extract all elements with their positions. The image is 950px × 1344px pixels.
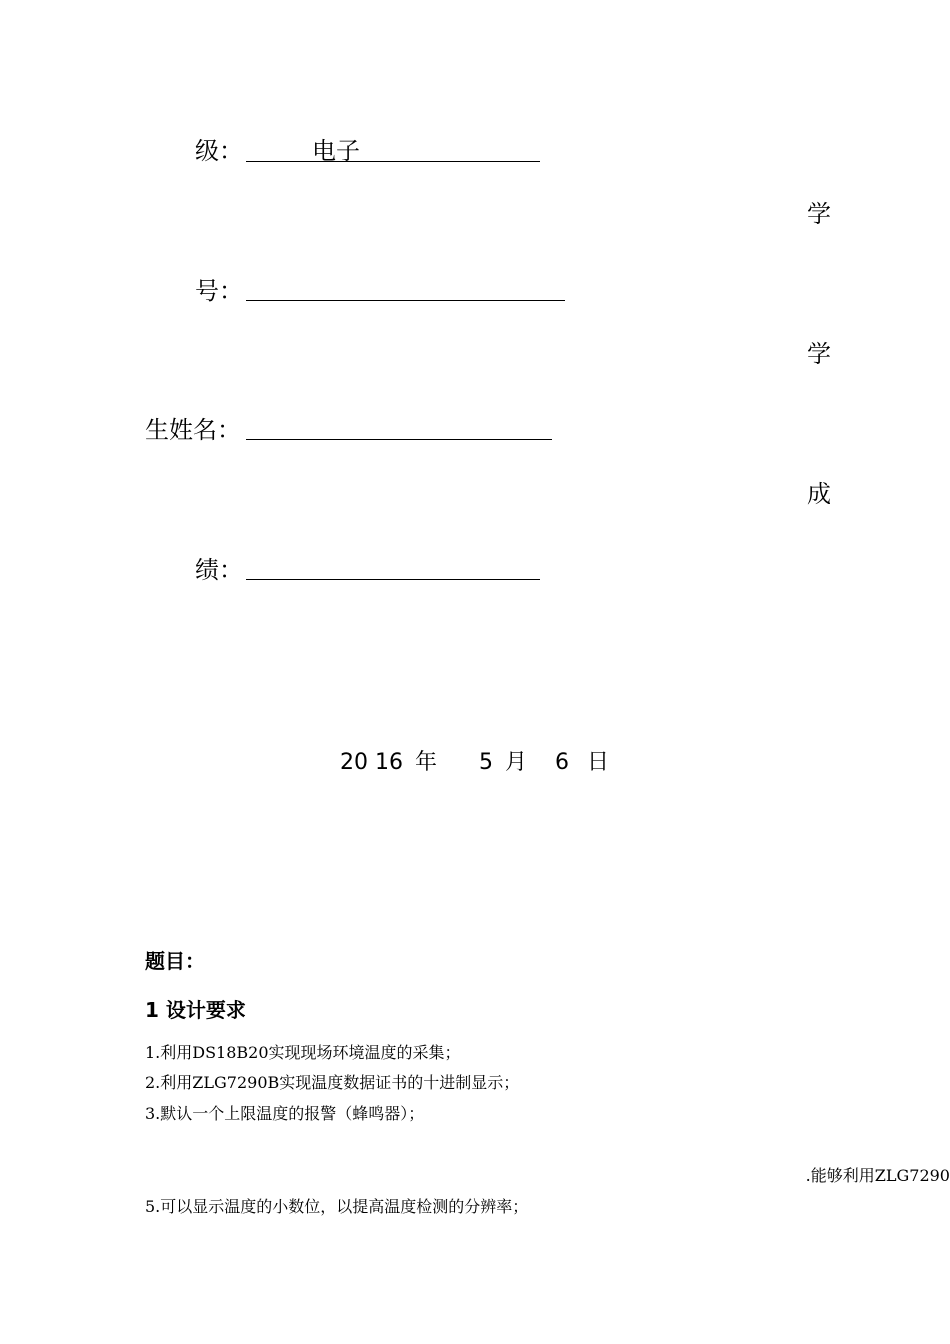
- class-label: 级：: [195, 137, 243, 165]
- requirement-2: 2.利用ZLG7290B实现温度数据证书的十进制显示；: [145, 1073, 520, 1092]
- name-prefix: 学: [807, 340, 831, 368]
- date-month-unit: 月: [505, 750, 528, 775]
- student-id-underline: [246, 300, 565, 301]
- date-day-unit: 日: [587, 750, 610, 775]
- requirement-1: 1.利用DS18B20实现现场环境温度的采集；: [145, 1043, 461, 1062]
- requirement-5: 5.可以显示温度的小数位，以提高温度检测的分辨率；: [145, 1197, 529, 1216]
- student-id-prefix: 学: [807, 200, 831, 228]
- date-year: 20 16: [340, 750, 403, 775]
- class-underline: [246, 161, 540, 162]
- name-underline: [246, 439, 552, 440]
- grade-prefix: 成: [807, 480, 831, 508]
- class-value: 电子: [312, 137, 360, 165]
- topic-label: 题目：: [145, 949, 205, 973]
- student-id-label: 号：: [195, 277, 243, 305]
- requirement-4: .能够利用ZLG7290: [805, 1166, 950, 1185]
- name-label: 生姓名：: [145, 416, 241, 444]
- date-month: 5: [479, 750, 493, 775]
- date-day: 6: [555, 750, 569, 775]
- date-year-unit: 年: [415, 750, 438, 775]
- requirement-3: 3.默认一个上限温度的报警（蜂鸣器）；: [145, 1104, 425, 1123]
- grade-label: 绩：: [195, 556, 243, 584]
- grade-underline: [246, 579, 540, 580]
- section-title: 1 设计要求: [145, 998, 246, 1022]
